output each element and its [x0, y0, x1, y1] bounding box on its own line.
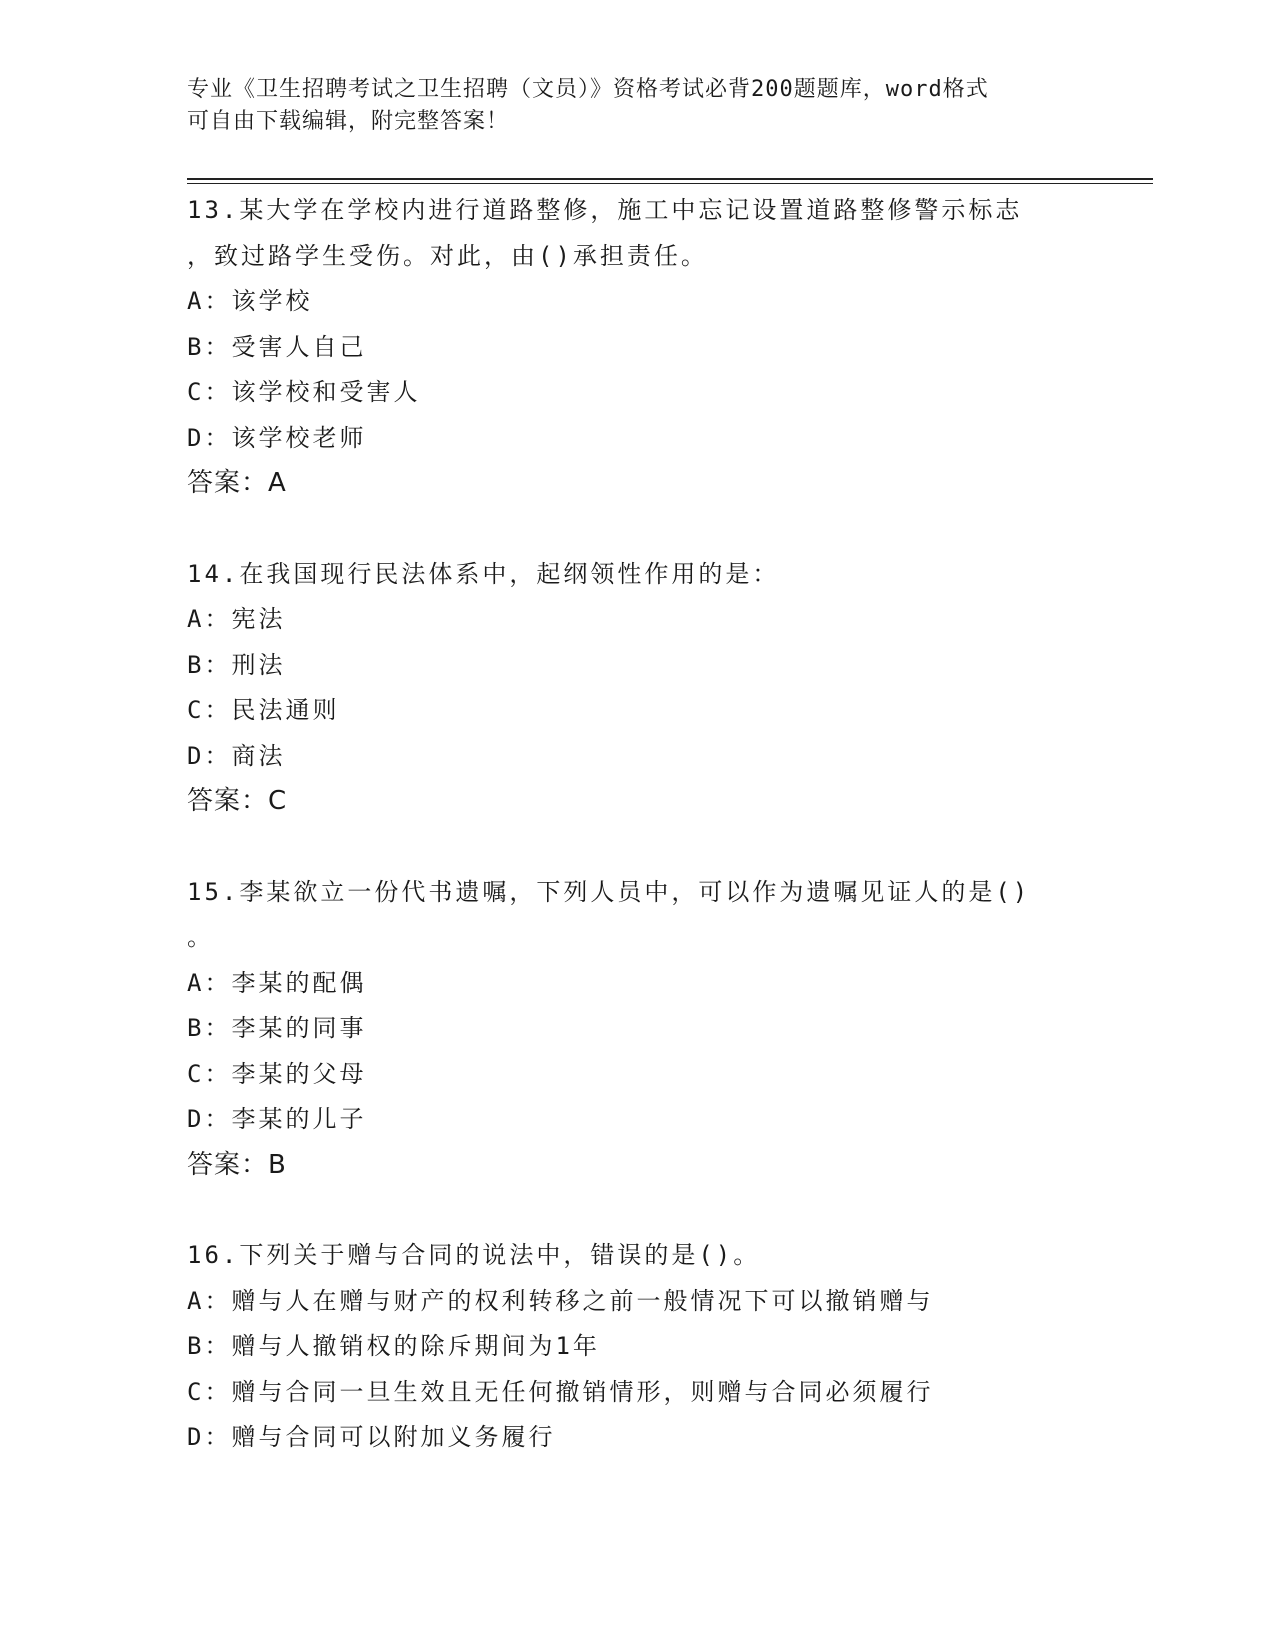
option-a: A：赠与人在赠与财产的权利转移之前一般情况下可以撤销赠与: [187, 1286, 934, 1315]
answer-line: 答案：B: [187, 1149, 287, 1180]
answer-line: 答案：A: [187, 468, 287, 498]
option-d: D：该学校老师: [187, 423, 367, 452]
option-b: B：赠与人撤销权的除斥期间为1年: [187, 1332, 600, 1360]
option-c: C：民法通则: [187, 696, 340, 724]
question-stem-line: 14.在我国现行民法体系中，起纲领性作用的是：: [187, 559, 780, 588]
option-d: D：李某的儿子: [187, 1105, 367, 1133]
option-a: A：李某的配偶: [187, 968, 367, 997]
option-d: D：商法: [187, 741, 286, 770]
option-a: A：该学校: [187, 287, 313, 315]
option-c: C：该学校和受害人: [187, 378, 421, 406]
question-15: [187, 870, 1087, 1189]
header-title-line-1: 专业《卫生招聘考试之卫生招聘（文员）》资格考试必背200题题库，word格式: [187, 77, 989, 102]
question-stem-line: 。: [187, 923, 214, 951]
answer-line: 答案：C: [187, 786, 288, 816]
option-c: C：李某的父母: [187, 1059, 367, 1088]
option-b: B：刑法: [187, 650, 286, 679]
question-stem-line: 16.下列关于赠与合同的说法中，错误的是()。: [187, 1241, 761, 1269]
header-divider-thin: [187, 183, 1153, 184]
question-13: [187, 188, 1087, 507]
document-header: [187, 74, 1067, 138]
option-b: B：受害人自己: [187, 332, 367, 361]
header-title-line-2: 可自由下载编辑，附完整答案！: [187, 109, 510, 134]
question-list: [187, 188, 1087, 1506]
option-d: D：赠与合同可以附加义务履行: [187, 1423, 556, 1451]
question-stem-line: 13.某大学在学校内进行道路整修，施工中忘记设置道路整修警示标志: [187, 196, 1023, 224]
question-16: [187, 1233, 1087, 1461]
option-b: B：李某的同事: [187, 1014, 367, 1042]
question-stem-line: ，致过路学生受伤。对此，由()承担责任。: [187, 241, 708, 270]
option-a: A：宪法: [187, 605, 286, 633]
option-c: C：赠与合同一旦生效且无任何撤销情形，则赠与合同必须履行: [187, 1377, 934, 1406]
header-divider-thick: [187, 178, 1153, 180]
question-stem-line: 15.李某欲立一份代书遗嘱，下列人员中，可以作为遗嘱见证人的是(): [187, 877, 1031, 906]
question-14: [187, 552, 1087, 825]
